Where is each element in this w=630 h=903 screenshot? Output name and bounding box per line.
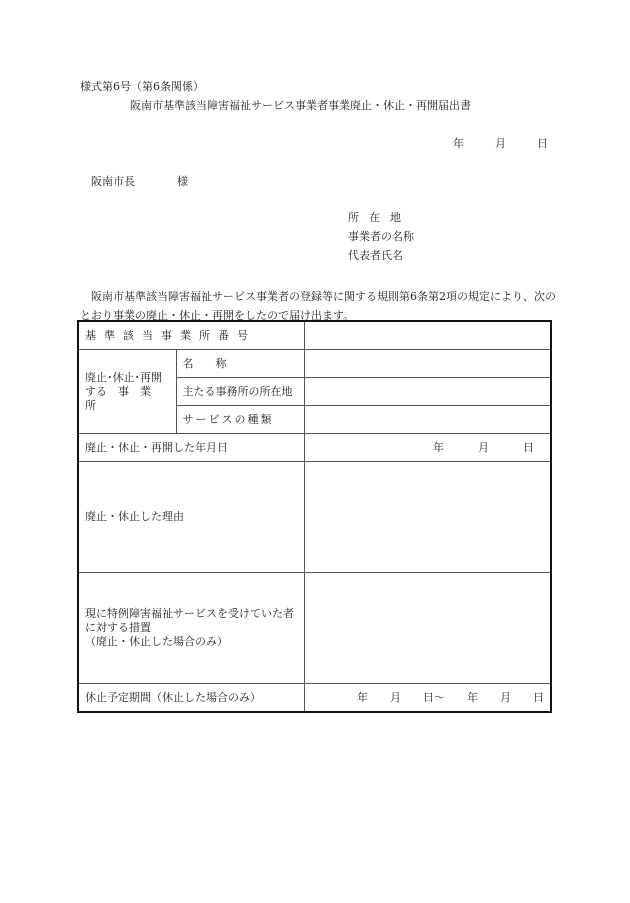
reason-label: 廃止・休止した理由 [78,462,304,573]
month-label: 月 [495,137,506,150]
main-office-field[interactable] [304,378,551,406]
addressee-name: 阪南市長 [91,175,135,188]
date-month: 月 [478,440,489,454]
year-label: 年 [453,137,464,150]
period-month2: 月 [500,690,511,704]
applicant-address-label: 所在地 [348,211,411,224]
office-group-label: 廃止･休止･再開する 事 業 所 [78,350,176,434]
applicant-business-name-label: 事業者の名称 [348,230,414,243]
submission-date [453,137,548,151]
measures-label [78,573,304,684]
reason-field[interactable] [304,462,551,573]
office-number-field[interactable] [304,321,551,350]
addressee [91,175,188,189]
measures-field[interactable] [304,573,551,684]
date-field[interactable] [304,434,551,462]
body-text: 阪南市基準該当障害福祉サービス事業者の登録等に関する規則第6条第2項の規定により、次のとおり事業の廃止・休止・再開をしたので届け出ます。 [80,290,556,322]
addressee-honorific: 様 [177,175,188,188]
period-year2: 年 [467,690,478,704]
period-field[interactable] [304,684,551,713]
form-table [77,320,552,713]
main-office-label: 主たる事務所の所在地 [176,378,304,406]
measures-label-note: （廃止・休止した場合のみ） [85,635,228,648]
date-year: 年 [433,440,444,454]
period-day1: 日～ [423,690,445,704]
form-number: 様式第6号（第6条関係） [80,80,204,93]
service-type-label: サービスの種類 [176,406,304,434]
date-day: 日 [523,440,534,454]
day-label: 日 [537,137,548,150]
period-label: 休止予定期間（休止した場合のみ） [78,684,304,713]
office-number-label: 基準該当事業所番号 [78,321,304,350]
name-field[interactable] [304,350,551,378]
service-type-field[interactable] [304,406,551,434]
applicant-representative-label: 代表者氏名 [348,249,403,262]
period-year1: 年 [357,690,368,704]
date-label: 廃止・休止・再開した年月日 [78,434,304,462]
measures-label-main: 現に特例障害福祉サービスを受けていた者に対する措置 [85,607,294,634]
name-label: 名 称 [176,350,304,378]
applicant-block [348,211,414,268]
period-month1: 月 [390,690,401,704]
document-title: 阪南市基準該当障害福祉サービス事業者事業廃止・休止・再開届出書 [130,99,471,112]
period-day2: 日 [533,690,544,704]
